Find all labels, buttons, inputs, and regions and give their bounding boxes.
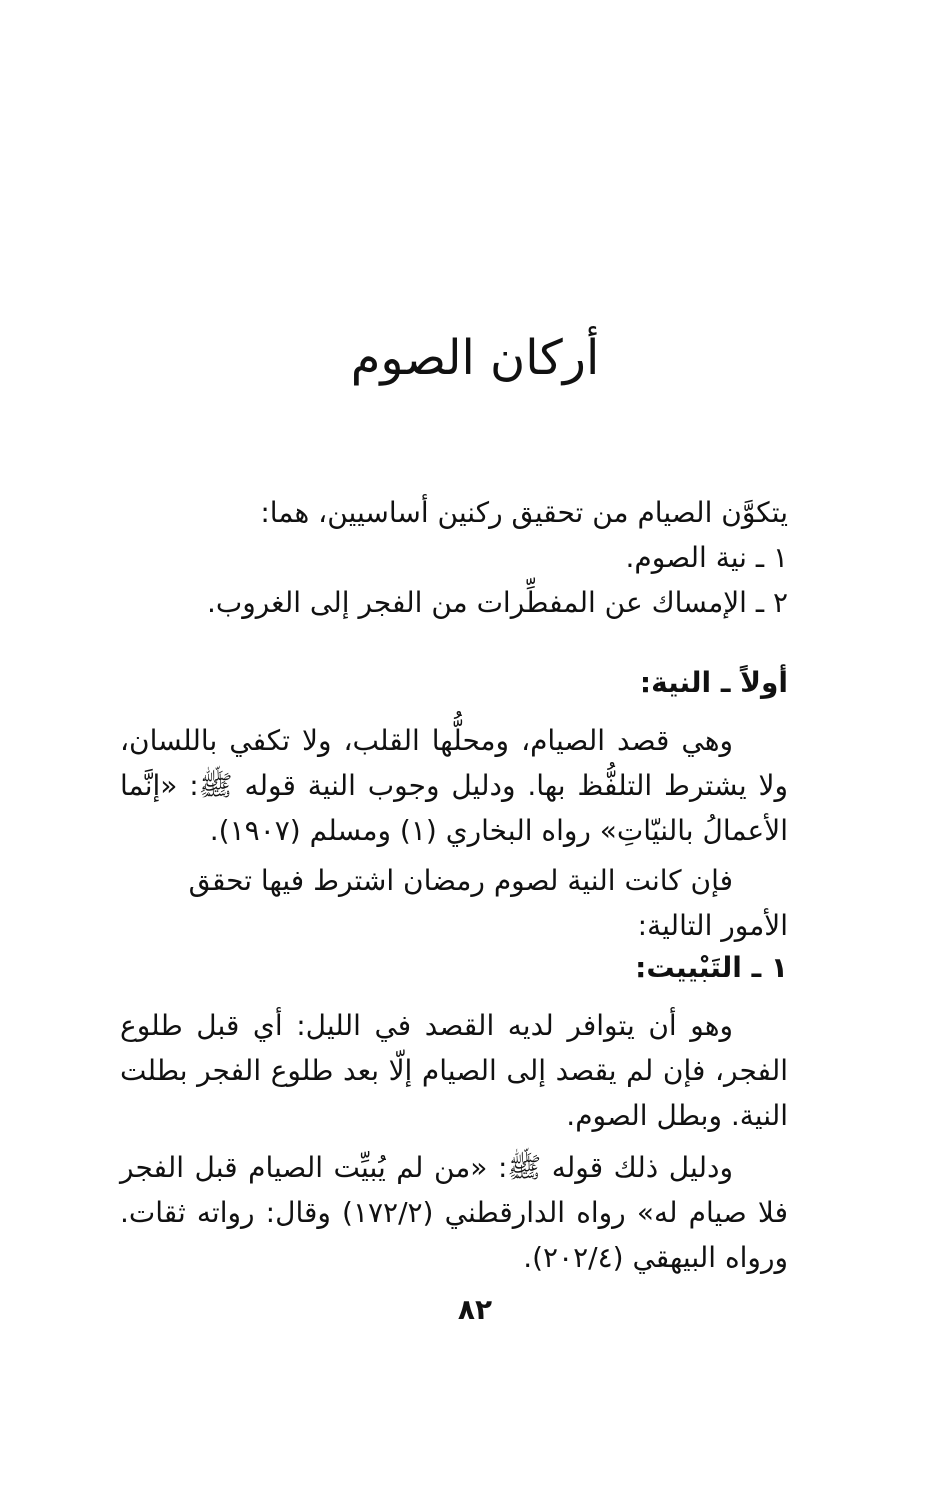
paragraph-ramadan-conditions: فإن كانت النية لصوم رمضان اشترط فيها تحقق الأمور التالية: — [188, 864, 788, 942]
paragraph-tabyeet-evidence: ودليل ذلك قوله ﷺ: «من لم يُبيِّت الصيام قبل الفجر فلا صيام له» رواه الدارقطني (١٧٢/٢) وقال: رواته ثقات. ورواه البيهقي (٢٠٢/٤). — [120, 1151, 788, 1274]
section-heading-intention: أولاً ـ النية: — [639, 666, 788, 699]
paragraph-intention-definition: وهي قصد الصيام، ومحلُّها القلب، ولا تكفي باللسان، ولا يشترط التلفُّظ بها. ودليل وجوب النية قوله ﷺ: «إنَّما الأعمالُ بالنيّاتِ» رواه البخاري (١) ومسلم (١٩٠٧). — [120, 724, 788, 847]
page-title: أركان الصوم — [350, 330, 600, 386]
page-number: ٨٢ — [457, 1293, 493, 1326]
list-item-2: ٢ ـ الإمساك عن المفطِّرات من الفجر إلى الغروب. — [206, 586, 788, 619]
list-item-1: ١ ـ نية الصوم. — [625, 541, 788, 574]
intro-text: يتكوَّن الصيام من تحقيق ركنين أساسيين، هما: — [260, 496, 788, 529]
paragraph-tabyeet-definition: وهو أن يتوافر لديه القصد في الليل: أي قبل طلوع الفجر، فإن لم يقصد إلى الصيام إلّا بعد طلوع الفجر بطلت النية. وبطل الصوم. — [120, 1009, 788, 1132]
section-heading-tabyeet: ١ ـ التَبْييت: — [635, 951, 788, 984]
